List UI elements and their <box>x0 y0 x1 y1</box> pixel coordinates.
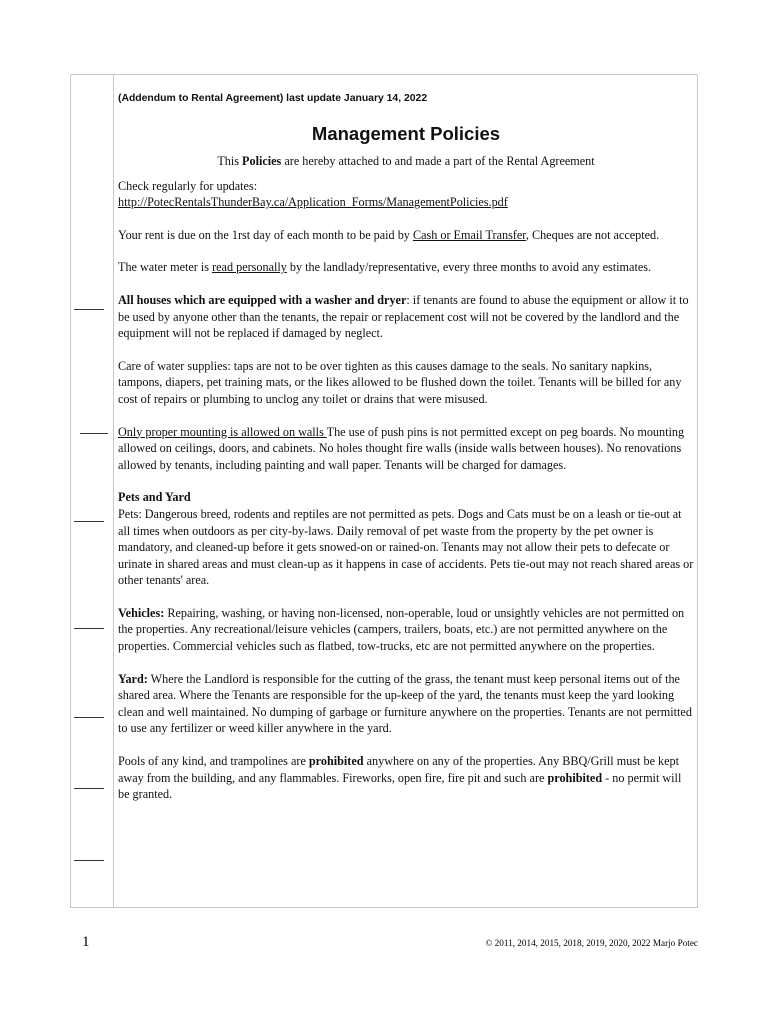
subtitle-text: This <box>217 154 243 168</box>
washer-text: : if tenants are found to abuse the equipment or allow it to be used by anyone other than the tenants, the repair or replacement cost will not be covered by the landlord and the equipment will not be replaced if damaged by neglect. <box>118 292 689 341</box>
water-meter-paragraph <box>118 259 694 276</box>
updates-link[interactable]: http://PotecRentalsThunderBay.ca/Application_Forms/ManagementPolicies.pdf <box>118 195 508 210</box>
rent-text-end: , Cheques are not accepted. <box>525 227 660 242</box>
initials-line-pools[interactable] <box>74 860 104 861</box>
initials-line-yard[interactable] <box>74 788 104 789</box>
subtitle-text-end: are hereby attached to and made a part of the Rental Agreement <box>281 154 595 168</box>
initials-line-water-meter[interactable] <box>74 309 104 310</box>
washer-paragraph <box>118 292 694 342</box>
vehicles-text: Repairing, washing, or having non-licensed, non-operable, loud or unsightly vehicles are not permitted on the properties. Any recreational/leisure vehicles (campers, trailers, boats, etc.) are not permitted anywhere on the properties. Commercial vehicles such as flatbed, tow-trucks, etc are not permitted anywhere on the properties. <box>118 605 685 654</box>
yard-text: Where the Landlord is responsible for the cutting of the grass, the tenant must keep personal items out of the shared area. Where the Tenants are responsible for the up-keep of the yard, the tenants must keep the yard looking clean and well maintained. No dumping of garbage or furniture anywhere on the properties. Tenants are not permitted to use any fertilizer or weed killer anywhere in the yard. <box>118 671 692 736</box>
pools-text-mid: anywhere on any of the properties. Any BBQ/Grill must be kept away from the building, and any flammables. Fireworks, open fire, fire pit and such are <box>118 754 680 785</box>
yard-paragraph <box>118 671 694 737</box>
pools-text: Pools of any kind, and trampolines are <box>118 754 309 769</box>
vehicles-heading: Vehicles: <box>118 605 165 620</box>
pools-prohibited-2: prohibited <box>547 770 603 785</box>
rent-paragraph <box>118 227 694 244</box>
page-title: Management Policies <box>311 123 501 144</box>
subtitle <box>118 153 694 170</box>
water-supplies-paragraph: Care of water supplies: taps are not to be over tighten as this causes damage to the seals. No sanitary napkins, tampons, diapers, pet training mats, or the likes allowed to be flushed down the toilet. Tenants will be billed for any cost of repairs or plumbing to unclog any toilet or drains that were misused. <box>118 358 682 406</box>
initials-line-mounting[interactable] <box>74 521 104 522</box>
initials-line-water-supplies[interactable] <box>80 433 108 434</box>
updates-paragraph <box>118 178 694 211</box>
initials-gutter <box>70 74 114 908</box>
washer-heading: All houses which are equipped with a washer and dryer <box>118 292 407 307</box>
water-meter-text: The water meter is <box>118 260 213 275</box>
pets-paragraph <box>118 489 694 589</box>
initials-line-vehicles[interactable] <box>74 717 104 718</box>
rent-payment-methods: Cash or Email Transfer <box>412 227 526 242</box>
initials-line-pets[interactable] <box>74 628 104 629</box>
document-body <box>118 92 694 819</box>
page-number: 1 <box>82 934 90 950</box>
updates-label: Check regularly for updates: <box>118 178 258 193</box>
mounting-heading: Only proper mounting is allowed on walls <box>118 424 327 439</box>
addendum-note: (Addendum to Rental Agreement) last update January 14, 2022 <box>118 93 428 104</box>
vehicles-paragraph <box>118 605 694 655</box>
pools-prohibited-1: prohibited <box>308 754 364 769</box>
rent-text: Your rent is due on the 1rst day of each month to be paid by <box>118 227 413 242</box>
pools-text-end: - no permit will be granted. <box>118 770 682 802</box>
mounting-text: The use of push pins is not permitted except on peg boards. No mounting allowed on ceilings, doors, and cabinets. No holes thought fire walls (inside walls between houses). No renovations allowed by tenants, including painting and wall paper. Tenants will be charged for damages. <box>118 424 685 472</box>
yard-heading: Yard: <box>118 671 148 686</box>
pools-paragraph <box>118 753 694 803</box>
water-meter-text-end: by the landlady/representative, every three months to avoid any estimates. <box>286 260 652 275</box>
mounting-paragraph <box>118 424 694 474</box>
copyright-notice: © 2011, 2014, 2015, 2018, 2019, 2020, 2022 Marjo Potec <box>485 938 698 948</box>
subtitle-bold: Policies <box>242 154 282 168</box>
pets-heading: Pets and Yard <box>118 490 191 505</box>
pets-text: Pets: Dangerous breed, rodents and reptiles are not permitted as pets. Dogs and Cats must be on a leash or tie-out at all times when outdoors as per city-by-laws. Daily removal of pet waste from the property by the pet owner is mandatory, and cleaned-up before it gets snowed-on or rained-on. Tenants may not allow their pets to defecate or urinate in shared areas and must clean-up as it happens in case of accidents. Pets tie-out may not reach shared areas or other tenants' area. <box>118 506 694 588</box>
water-meter-underlined: read personally <box>212 260 287 275</box>
